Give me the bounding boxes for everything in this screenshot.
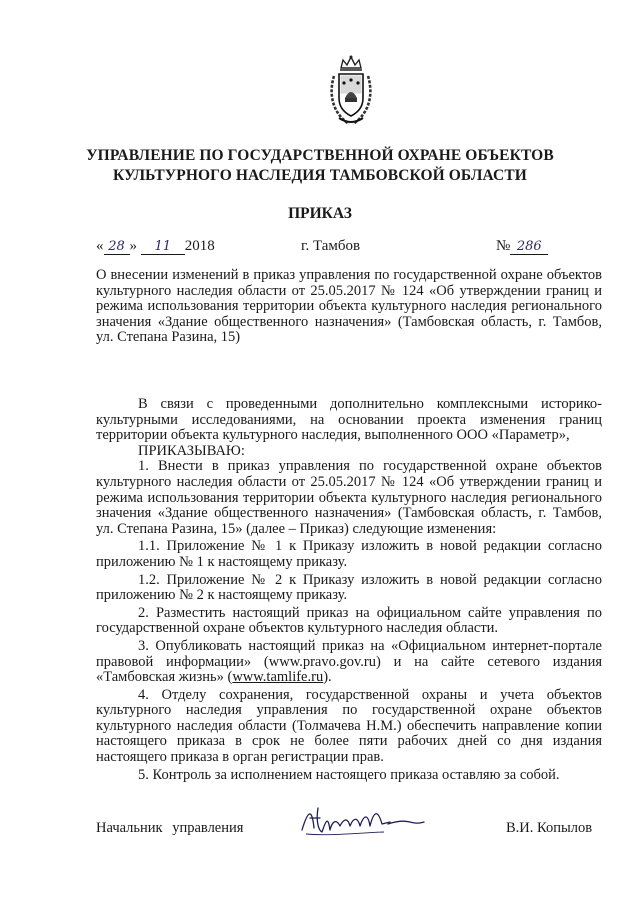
- tamlife-link[interactable]: www.tamlife.ru: [232, 669, 324, 686]
- handwritten-signature-icon: [298, 800, 428, 840]
- date-quote-open: «: [96, 238, 104, 254]
- number-value: 286: [510, 239, 548, 255]
- order-subject: О внесении изменений в приказ управления по государственной охране объектов культурного наследия области от 25.05.2017 № 124 «Об утверждении границ и режима использования территории объекта культурного наследия регионального значения «Здание общественного назначения» (Тамбовская область, г. Тамбов, ул. Степана Разина, 15): [96, 267, 602, 346]
- item-1: 1. Внести в приказ управления по государственной охране объектов культурного наследия области от 25.05.2017 № 124 «Об утверждении границ и режима использования территории объекта культурного наследия регионального значения «Здание общественного назначения» (Тамбовская область, г. Тамбов, ул. Степана Разина, 15» (далее – Приказ) следующие изменения:: [96, 458, 602, 537]
- order-date: [96, 238, 215, 255]
- org-name-line1: УПРАВЛЕНИЕ ПО ГОСУДАРСТВЕННОЙ ОХРАНЕ ОБЪЕКТОВ: [86, 147, 554, 164]
- document-type: ПРИКАЗ: [288, 205, 352, 222]
- date-month: 11: [141, 239, 185, 255]
- date-day: 28: [104, 239, 130, 255]
- number-sign: №: [496, 238, 511, 254]
- item-2: 2. Разместить настоящий приказ на официальном сайте управления по государственной охране объектов культурного наследия области.: [96, 604, 602, 637]
- item-1-1: 1.1. Приложение № 1 к Приказу изложить в новой редакции согласно приложению № 1 к настоящему приказу.: [96, 538, 602, 570]
- item-5: 5. Контроль за исполнением настоящего приказа оставляю за собой.: [138, 766, 560, 783]
- signer-name: В.И. Копылов: [506, 820, 593, 836]
- coat-of-arms-icon: [327, 54, 375, 128]
- item-1-2: 1.2. Приложение № 2 к Приказу изложить в новой редакции согласно приложению № 2 к настоящему приказу.: [96, 571, 602, 604]
- order-number: [496, 238, 548, 255]
- date-quote-close: »: [129, 238, 137, 254]
- order-word: ПРИКАЗЫВАЮ:: [138, 442, 245, 459]
- order-city: г. Тамбов: [301, 238, 361, 254]
- order-body: [96, 397, 602, 783]
- signer-title: Начальник управления: [96, 820, 244, 836]
- item-4: 4. Отделу сохранения, государственной охраны и учета объектов культурного наследия управления по государственной охране объектов культурного наследия области (Толмачева Н.М.) обеспечить направление копии настоящего приказа в срок не более пяти рабочих дней со дня издания настоящего приказа в орган регистрации прав.: [96, 686, 602, 766]
- item-3: [96, 639, 602, 686]
- org-name-line2: КУЛЬТУРНОГО НАСЛЕДИЯ ТАМБОВСКОЙ ОБЛАСТИ: [113, 167, 527, 184]
- date-year: 2018: [184, 238, 215, 254]
- item-3-text: 3. Опубликовать настоящий приказ на «Официальном интернет-портале правовой информации» (www.pravo.gov.ru) и на сайте сетевого издания «Тамбовская жизнь» (: [96, 637, 602, 686]
- item-3-end: ).: [323, 669, 332, 686]
- intro-paragraph: В связи с проведенными дополнительно комплексными историко-культурными исследованиями, на основании проекта изменения границ территории объекта культурного наследия, выполненного ООО «Параметр»,: [96, 396, 602, 444]
